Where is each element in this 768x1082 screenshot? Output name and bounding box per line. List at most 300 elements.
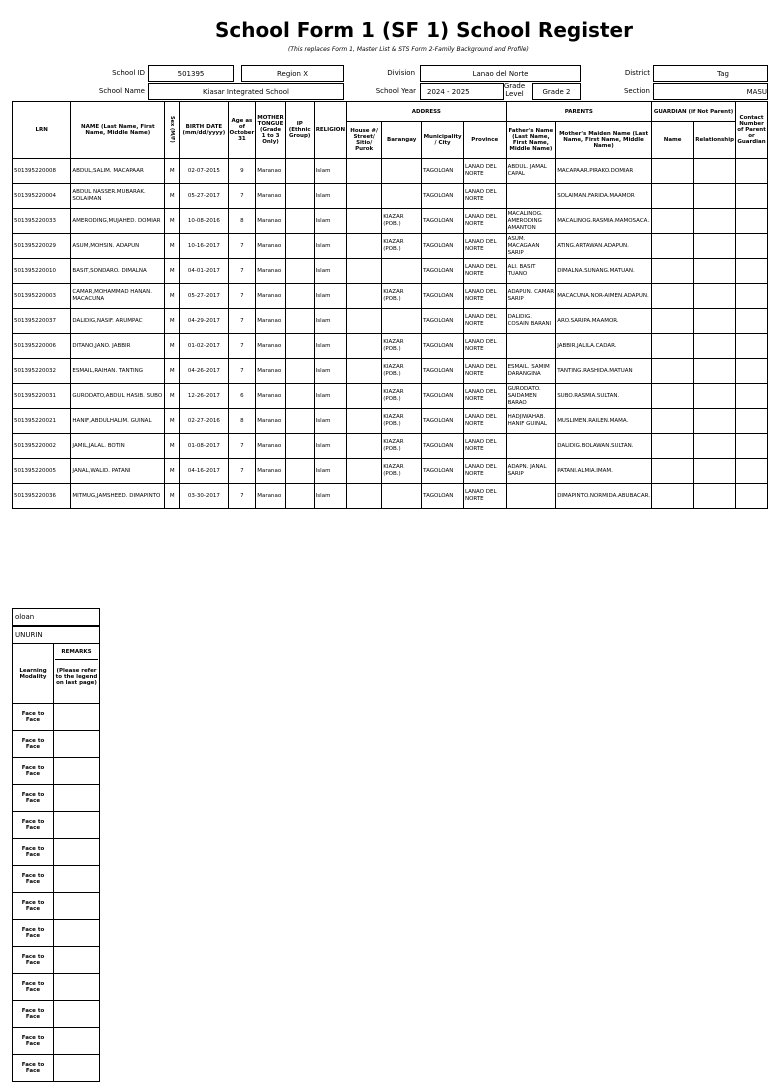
- list-item: [13, 785, 100, 812]
- cell-age: 7: [228, 334, 256, 359]
- cell-guardian-name: [651, 409, 693, 434]
- cell-barangay: KIAZAR (POB.): [382, 284, 422, 309]
- cell-house: [347, 359, 382, 384]
- cell-name: CAMAR,MOHAMMAD HANAN. MACACUNA: [71, 284, 165, 309]
- cell-contact: [736, 384, 768, 409]
- cell-remarks: [54, 920, 100, 947]
- cell-barangay: KIAZAR (POB.): [382, 234, 422, 259]
- list-item: [13, 704, 100, 731]
- cell-lrn: 501395220004: [13, 184, 71, 209]
- district-label: District: [624, 69, 650, 77]
- list-item: [13, 974, 100, 1001]
- table-row: [13, 284, 768, 309]
- school-year-value: 2024 - 2025: [420, 83, 504, 100]
- cell-remarks: [54, 947, 100, 974]
- cell-province: LANAO DEL NORTE: [463, 434, 506, 459]
- cell-religion: Islam: [314, 159, 346, 184]
- cell-contact: [736, 309, 768, 334]
- cell-barangay: KIAZAR (POB.): [382, 334, 422, 359]
- table-row: [13, 434, 768, 459]
- cell-age: 7: [228, 434, 256, 459]
- cell-sex: M: [165, 259, 180, 284]
- school-id-label: School ID: [112, 69, 145, 77]
- cell-remarks: [54, 974, 100, 1001]
- cell-ip: [285, 284, 314, 309]
- col-address: ADDRESS: [347, 102, 506, 122]
- cell-house: [347, 184, 382, 209]
- cell-remarks: [54, 1001, 100, 1028]
- col-ip: IP (Ethnic Group): [285, 102, 314, 159]
- cell-guardian-relationship: [694, 234, 736, 259]
- cell-ip: [285, 234, 314, 259]
- cell-barangay: KIAZAR (POB.): [382, 459, 422, 484]
- cell-lrn: 501395220036: [13, 484, 71, 509]
- table-row: [13, 209, 768, 234]
- cell-mother-tongue: Maranao: [256, 434, 286, 459]
- cell-age: 7: [228, 359, 256, 384]
- cell-birth-date: 04-29-2017: [180, 309, 228, 334]
- cell-mother-tongue: Maranao: [256, 209, 286, 234]
- list-item: [13, 893, 100, 920]
- cell-contact: [736, 184, 768, 209]
- cell-municipality: TAGOLOAN: [422, 284, 464, 309]
- cell-birth-date: 04-16-2017: [180, 459, 228, 484]
- col-lrn: LRN: [13, 102, 71, 159]
- remarks-note: (Please refer to the legend on last page): [55, 668, 98, 686]
- table-row: [13, 359, 768, 384]
- cell-mother-tongue: Maranao: [256, 234, 286, 259]
- cell-province: LANAO DEL NORTE: [463, 409, 506, 434]
- cell-father: ESMAIL. SAMIM DARANGINA: [506, 359, 556, 384]
- table-row: [13, 309, 768, 334]
- cell-province: LANAO DEL NORTE: [463, 484, 506, 509]
- cell-remarks: [54, 1055, 100, 1082]
- cell-mother-tongue: Maranao: [256, 409, 286, 434]
- cell-sex: M: [165, 334, 180, 359]
- list-item: [13, 1028, 100, 1055]
- cell-lrn: 501395220021: [13, 409, 71, 434]
- cell-learning-modality: Face to Face: [13, 893, 54, 920]
- cell-age: 7: [228, 284, 256, 309]
- cell-father: ALI. BASIT TUANO: [506, 259, 556, 284]
- cell-ip: [285, 459, 314, 484]
- cell-father: [506, 434, 556, 459]
- cell-contact: [736, 484, 768, 509]
- cell-guardian-name: [651, 459, 693, 484]
- col-contact: Contact Number of Parent or Guardian: [736, 102, 768, 159]
- grade-level-label: Grade Level: [503, 82, 526, 98]
- cell-province: LANAO DEL NORTE: [463, 284, 506, 309]
- cell-guardian-name: [651, 309, 693, 334]
- cell-age: 7: [228, 234, 256, 259]
- cell-name: BASIT,SONDARO. DIMALNA: [71, 259, 165, 284]
- cell-learning-modality: Face to Face: [13, 1055, 54, 1082]
- cell-guardian-name: [651, 359, 693, 384]
- cell-barangay: [382, 184, 422, 209]
- cell-learning-modality: Face to Face: [13, 920, 54, 947]
- cell-father: [506, 334, 556, 359]
- cell-name: JAMIL,JALAL. BOTIN: [71, 434, 165, 459]
- col-name: NAME (Last Name, First Name, Middle Name): [71, 102, 165, 159]
- cell-ip: [285, 184, 314, 209]
- cell-guardian-relationship: [694, 184, 736, 209]
- cell-guardian-relationship: [694, 434, 736, 459]
- cell-ip: [285, 359, 314, 384]
- cell-guardian-relationship: [694, 284, 736, 309]
- cell-lrn: 501395220003: [13, 284, 71, 309]
- cell-father: ADAPN. JANAL SARIP: [506, 459, 556, 484]
- cell-birth-date: 04-01-2017: [180, 259, 228, 284]
- cell-ip: [285, 384, 314, 409]
- cell-father: [506, 484, 556, 509]
- cell-name: DALIDIG,NASIF. ARUMPAC: [71, 309, 165, 334]
- cell-sex: M: [165, 409, 180, 434]
- cell-father: DALIDIG. COSAIN BARANI: [506, 309, 556, 334]
- cell-contact: [736, 459, 768, 484]
- cell-religion: Islam: [314, 409, 346, 434]
- cell-province: LANAO DEL NORTE: [463, 259, 506, 284]
- cell-barangay: [382, 484, 422, 509]
- cell-sex: M: [165, 309, 180, 334]
- cell-name: ESMAIL,RAIHAN. TANTING: [71, 359, 165, 384]
- cell-guardian-name: [651, 259, 693, 284]
- cell-birth-date: 02-07-2015: [180, 159, 228, 184]
- list-item: [13, 947, 100, 974]
- cell-birth-date: 03-30-2017: [180, 484, 228, 509]
- cell-age: 7: [228, 259, 256, 284]
- cell-province: LANAO DEL NORTE: [463, 459, 506, 484]
- cell-barangay: KIAZAR (POB.): [382, 384, 422, 409]
- cell-remarks: [54, 866, 100, 893]
- cell-municipality: TAGOLOAN: [422, 184, 464, 209]
- cell-municipality: TAGOLOAN: [422, 484, 464, 509]
- cell-mother-tongue: Maranao: [256, 184, 286, 209]
- cell-learning-modality: Face to Face: [13, 947, 54, 974]
- list-item: [13, 839, 100, 866]
- cell-father: ABDUL. JAMAL CAPAL: [506, 159, 556, 184]
- cell-municipality: TAGOLOAN: [422, 384, 464, 409]
- cell-contact: [736, 434, 768, 459]
- cell-learning-modality: Face to Face: [13, 1028, 54, 1055]
- cell-house: [347, 409, 382, 434]
- cell-guardian-name: [651, 159, 693, 184]
- cell-sex: M: [165, 209, 180, 234]
- cell-mother: MACACUNA.NOR-AIMEN.ADAPUN.: [556, 284, 652, 309]
- cell-mother: MUSLIMEN.RAILEN.MAMA.: [556, 409, 652, 434]
- col-mother-tongue: MOTHER TONGUE (Grade 1 to 3 Only): [256, 102, 286, 159]
- cell-mother-tongue: Maranao: [256, 459, 286, 484]
- col-house: House #/ Street/ Sitio/ Purok: [347, 122, 382, 159]
- cell-remarks: [54, 893, 100, 920]
- cell-barangay: [382, 309, 422, 334]
- cell-religion: Islam: [314, 184, 346, 209]
- school-name-value: Kiasar Integrated School: [148, 83, 344, 100]
- cell-guardian-relationship: [694, 209, 736, 234]
- cell-guardian-relationship: [694, 334, 736, 359]
- cell-father: GURODATO. SAIDAMEN BARAO: [506, 384, 556, 409]
- cell-guardian-name: [651, 484, 693, 509]
- col-guardian: GUARDIAN (if Not Parent): [651, 102, 735, 122]
- cell-name: DITANO,JANO. JABBIR: [71, 334, 165, 359]
- cell-sex: M: [165, 384, 180, 409]
- list-item: [13, 812, 100, 839]
- cell-ip: [285, 159, 314, 184]
- list-item: [13, 1001, 100, 1028]
- cell-house: [347, 384, 382, 409]
- table-row: [13, 159, 768, 184]
- cell-guardian-name: [651, 334, 693, 359]
- cell-lrn: 501395220005: [13, 459, 71, 484]
- cell-birth-date: 05-27-2017: [180, 284, 228, 309]
- cell-house: [347, 284, 382, 309]
- cell-guardian-relationship: [694, 259, 736, 284]
- cell-municipality: TAGOLOAN: [422, 259, 464, 284]
- cell-house: [347, 484, 382, 509]
- cell-sex: M: [165, 234, 180, 259]
- cell-mother-tongue: Maranao: [256, 484, 286, 509]
- cell-birth-date: 02-27-2016: [180, 409, 228, 434]
- cell-religion: Islam: [314, 384, 346, 409]
- cell-birth-date: 12-26-2017: [180, 384, 228, 409]
- cell-contact: [736, 284, 768, 309]
- section-label: Section: [623, 87, 650, 95]
- cell-age: 7: [228, 459, 256, 484]
- cell-barangay: [382, 259, 422, 284]
- table-row: [13, 234, 768, 259]
- cell-religion: Islam: [314, 434, 346, 459]
- cell-municipality: TAGOLOAN: [422, 209, 464, 234]
- cell-sex: M: [165, 459, 180, 484]
- section-value: MASU: [653, 83, 768, 100]
- col-sex: Sex (M/F): [169, 115, 176, 143]
- cell-father: MACALINOG. AMERODING AMANTON: [506, 209, 556, 234]
- cell-lrn: 501395220029: [13, 234, 71, 259]
- col-province: Province: [463, 122, 506, 159]
- cell-province: LANAO DEL NORTE: [463, 359, 506, 384]
- cell-municipality: TAGOLOAN: [422, 359, 464, 384]
- cell-father: ASUM. MACAGAAN SARIP: [506, 234, 556, 259]
- table-row: [13, 184, 768, 209]
- cell-house: [347, 259, 382, 284]
- cell-lrn: 501395220002: [13, 434, 71, 459]
- cell-age: 7: [228, 484, 256, 509]
- col-guardian-name: Name: [651, 122, 693, 159]
- cell-ip: [285, 484, 314, 509]
- cell-sex: M: [165, 484, 180, 509]
- division-label: Division: [387, 69, 415, 77]
- col-religion: RELIGION: [314, 102, 346, 159]
- cell-guardian-name: [651, 184, 693, 209]
- table-row: [13, 259, 768, 284]
- list-item: [13, 866, 100, 893]
- cell-house: [347, 434, 382, 459]
- cell-mother: ATING.ARTAWAN.ADAPUN.: [556, 234, 652, 259]
- cell-mother: MACAPAAR.PIRAKO.DOMIAR: [556, 159, 652, 184]
- cell-father: [506, 184, 556, 209]
- cell-remarks: [54, 758, 100, 785]
- cell-mother: ARO.SARIPA.MAAMOR.: [556, 309, 652, 334]
- cell-name: JANAL,WALID. PATANI: [71, 459, 165, 484]
- cell-birth-date: 05-27-2017: [180, 184, 228, 209]
- cell-municipality: TAGOLOAN: [422, 309, 464, 334]
- col-mother: Mother's Maiden Name (Last Name, First Name, Middle Name): [556, 122, 652, 159]
- cell-lrn: 501395220031: [13, 384, 71, 409]
- cell-barangay: KIAZAR (POB.): [382, 409, 422, 434]
- table-row: [13, 409, 768, 434]
- col-age: Age as of October 31: [228, 102, 256, 159]
- cell-barangay: [382, 159, 422, 184]
- cell-contact: [736, 259, 768, 284]
- cell-house: [347, 159, 382, 184]
- cell-remarks: [54, 839, 100, 866]
- cell-birth-date: 04-26-2017: [180, 359, 228, 384]
- cell-learning-modality: Face to Face: [13, 866, 54, 893]
- cell-house: [347, 459, 382, 484]
- cell-mother: DALIDIG.BOLAWAN.SULTAN.: [556, 434, 652, 459]
- cell-learning-modality: Face to Face: [13, 974, 54, 1001]
- table-row: [13, 459, 768, 484]
- cell-contact: [736, 209, 768, 234]
- cell-ip: [285, 309, 314, 334]
- cell-lrn: 501395220032: [13, 359, 71, 384]
- cell-learning-modality: Face to Face: [13, 758, 54, 785]
- form-title: School Form 1 (SF 1) School Register: [215, 18, 633, 42]
- col-father: Father's Name (Last Name, First Name, Middle Name): [506, 122, 556, 159]
- cell-guardian-relationship: [694, 484, 736, 509]
- register-table: [12, 101, 768, 509]
- school-year-label: School Year: [375, 87, 416, 95]
- cell-religion: Islam: [314, 484, 346, 509]
- table-row: [13, 384, 768, 409]
- cell-birth-date: 01-08-2017: [180, 434, 228, 459]
- cell-name: GURODATO,ABDUL HASIB. SUBO: [71, 384, 165, 409]
- cell-province: LANAO DEL NORTE: [463, 309, 506, 334]
- cell-learning-modality: Face to Face: [13, 812, 54, 839]
- cell-religion: Islam: [314, 209, 346, 234]
- cell-sex: M: [165, 184, 180, 209]
- cell-lrn: 501395220006: [13, 334, 71, 359]
- cell-guardian-relationship: [694, 309, 736, 334]
- cell-contact: [736, 334, 768, 359]
- cell-remarks: [54, 1028, 100, 1055]
- page2-line-1: oloan: [12, 608, 100, 626]
- cell-barangay: KIAZAR (POB.): [382, 209, 422, 234]
- cell-father: ADAPUN. CAMAR SARIP: [506, 284, 556, 309]
- cell-learning-modality: Face to Face: [13, 785, 54, 812]
- cell-house: [347, 309, 382, 334]
- cell-municipality: TAGOLOAN: [422, 159, 464, 184]
- col-parents: PARENTS: [506, 102, 651, 122]
- cell-house: [347, 334, 382, 359]
- cell-barangay: KIAZAR (POB.): [382, 359, 422, 384]
- cell-province: LANAO DEL NORTE: [463, 234, 506, 259]
- cell-contact: [736, 234, 768, 259]
- cell-sex: M: [165, 359, 180, 384]
- cell-guardian-name: [651, 434, 693, 459]
- cell-religion: Islam: [314, 309, 346, 334]
- cell-name: ASUM,MOHSIN. ADAPUN: [71, 234, 165, 259]
- cell-age: 8: [228, 409, 256, 434]
- cell-municipality: TAGOLOAN: [422, 409, 464, 434]
- col-barangay: Barangay: [382, 122, 422, 159]
- table-row: [13, 484, 768, 509]
- cell-ip: [285, 209, 314, 234]
- cell-name: AMERODING,MUJAHED. DOMIAR: [71, 209, 165, 234]
- cell-remarks: [54, 785, 100, 812]
- cell-religion: Islam: [314, 259, 346, 284]
- cell-sex: M: [165, 159, 180, 184]
- list-item: [13, 758, 100, 785]
- cell-guardian-name: [651, 384, 693, 409]
- cell-name: ABDUL,SALIM. MACAPAAR: [71, 159, 165, 184]
- cell-guardian-name: [651, 234, 693, 259]
- cell-ip: [285, 409, 314, 434]
- cell-name: ABDUL NASSER.MUBARAK. SOLAIMAN: [71, 184, 165, 209]
- cell-learning-modality: Face to Face: [13, 704, 54, 731]
- col-municipality: Municipality / City: [422, 122, 464, 159]
- cell-father: HADJIWAHAB. HANIF GUINAL: [506, 409, 556, 434]
- cell-mother: SOLAIMAN.FARIDA.MAAMOR: [556, 184, 652, 209]
- cell-learning-modality: Face to Face: [13, 839, 54, 866]
- cell-religion: Islam: [314, 359, 346, 384]
- cell-municipality: TAGOLOAN: [422, 459, 464, 484]
- form-subtitle: (This replaces Form 1, Master List & STS Form 2-Family Background and Profile): [288, 46, 529, 53]
- cell-lrn: 501395220008: [13, 159, 71, 184]
- cell-ip: [285, 434, 314, 459]
- list-item: [13, 731, 100, 758]
- cell-mother: PATANI.ALMIA.IMAM.: [556, 459, 652, 484]
- cell-name: MITMUG,JAMSHEED. DIMAPINTO: [71, 484, 165, 509]
- school-name-label: School Name: [98, 87, 145, 95]
- cell-mother: SUBO.RASMIA.SULTAN.: [556, 384, 652, 409]
- list-item: [13, 1055, 100, 1082]
- cell-mother: JABBIR.JALILA.CADAR.: [556, 334, 652, 359]
- cell-mother: TANTING.RASHIDA.MATUAN: [556, 359, 652, 384]
- cell-guardian-relationship: [694, 359, 736, 384]
- cell-ip: [285, 259, 314, 284]
- cell-religion: Islam: [314, 334, 346, 359]
- cell-age: 7: [228, 309, 256, 334]
- cell-learning-modality: Face to Face: [13, 731, 54, 758]
- cell-guardian-name: [651, 284, 693, 309]
- cell-province: LANAO DEL NORTE: [463, 384, 506, 409]
- cell-contact: [736, 359, 768, 384]
- cell-religion: Islam: [314, 284, 346, 309]
- cell-religion: Islam: [314, 234, 346, 259]
- page2-line-2: UNURIN: [12, 626, 100, 644]
- cell-sex: M: [165, 434, 180, 459]
- remarks-header: REMARKS: [55, 645, 98, 660]
- school-id-value: 501395: [148, 65, 234, 82]
- cell-guardian-relationship: [694, 159, 736, 184]
- cell-municipality: TAGOLOAN: [422, 234, 464, 259]
- cell-mother: DIMAPINTO.NORMIDA.ABUBACAR.: [556, 484, 652, 509]
- cell-age: 6: [228, 384, 256, 409]
- table-row: [13, 334, 768, 359]
- cell-guardian-relationship: [694, 384, 736, 409]
- cell-religion: Islam: [314, 459, 346, 484]
- cell-guardian-relationship: [694, 409, 736, 434]
- cell-mother: MACALINOG.RASMIA.MAMOSACA.: [556, 209, 652, 234]
- list-item: [13, 920, 100, 947]
- cell-remarks: [54, 731, 100, 758]
- modality-table: [12, 643, 100, 1082]
- cell-contact: [736, 159, 768, 184]
- cell-age: 8: [228, 209, 256, 234]
- col-birth-date: BIRTH DATE (mm/dd/yyyy): [180, 102, 228, 159]
- cell-age: 9: [228, 159, 256, 184]
- cell-mother: DIMALNA.SUNANG.MATUAN.: [556, 259, 652, 284]
